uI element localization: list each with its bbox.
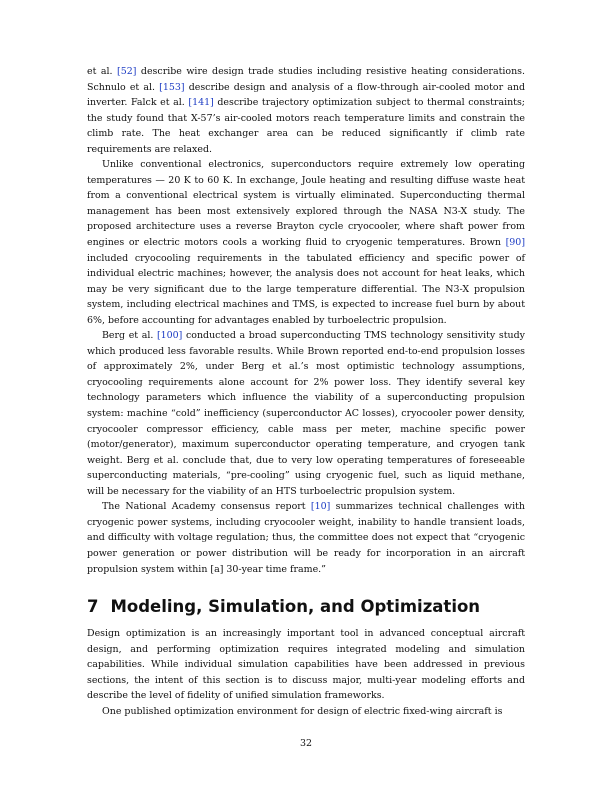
paragraph-text: conducted a broad superconducting TMS technology sensitivity study which produced less favorable results. While Brown reported end-to-end propulsion losses of approximately 2%, under Berg et al.’s most optimistic technology assumptions, cryocooling requirements alone account for 2% power loss. They identify several key technology parameters which influence the viability of a superconducting propulsion system: machine “cold” inefficiency (superconductor AC losses), cryocooler power density, cryocooler compressor efficiency, cable mass per meter, machine specific power (motor/generator), maximum superconductor operating temperature, and cryogen tank weight. Berg et al. conclude that, due to very low operating temperatures of foreseeable superconducting materials, “pre-cooling” using cryogenic fuel, such as liquid methane, will be necessary for the viability of an HTS turboelectric propulsion system.	[87, 330, 525, 497]
paragraph	[87, 499, 525, 577]
citation-link[interactable]: [100]	[156, 330, 183, 342]
body-text	[87, 64, 525, 577]
paragraph-text: describe design and analysis of a flow-through air-cooled motor and inverter. Falck et al.	[87, 81, 525, 109]
citation-link[interactable]: [90]	[505, 237, 525, 249]
paragraph	[87, 157, 525, 328]
paragraph	[87, 704, 525, 720]
paragraph-text: The National Academy consensus report	[102, 501, 311, 513]
section-heading	[87, 597, 525, 617]
paragraph-text: included cryocooling requirements in the tabulated efficiency and specific power of individual electric machines; however, the analysis does not account for heat leaks, which may be very significant due to the large temperature differential. The N3-X propulsion system, including electrical machines and TMS, is expected to increase fuel burn by about 6%, before accounting for advantages enabled by turboelectric propulsion.	[87, 252, 525, 326]
paragraph-text: summarizes technical challenges with cryogenic power systems, including cryocooler weight, inability to handle transient loads, and difficulty with voltage regulation; thus, the committee does not expect that “cryogenic power generation or power distribution will be ready for incorporation in an aircraft propulsion system within [a] 30-year time frame.”	[87, 501, 525, 575]
paragraph-text: et al.	[87, 66, 118, 77]
citation-link[interactable]: [10]	[310, 501, 331, 513]
paragraph-text: Unlike conventional electronics, superconductors require extremely low operating temperatures — 20 K to 60 K. In exchange, Joule heating and resulting diffuse waste heat from a conventional electrical system is virtually eliminated. Superconducting thermal management has been most extensively explored through the NASA N3-X study. The proposed architecture uses a reverse Brayton cycle cryocooler, where shaft power from engines or electric motors cools a working fluid to cryogenic temperatures. Brown	[87, 159, 525, 249]
citation-link[interactable]: [141]	[188, 97, 214, 109]
citation-link[interactable]: [52]	[117, 66, 137, 77]
paragraph	[87, 328, 525, 499]
paragraph-text: Berg et al.	[102, 330, 157, 342]
paragraph-text: describe wire design trade studies including resistive heating considerations. Schnulo et al.	[87, 66, 525, 93]
page-number: 32	[299, 738, 312, 749]
page-body	[87, 64, 525, 719]
section-title: Modeling, Simulation, and Optimization	[110, 597, 481, 617]
section-body-text	[87, 626, 525, 719]
citation-link[interactable]: [153]	[159, 81, 185, 93]
paragraph-text: One published optimization environment for design of electric fixed-wing aircraft is	[102, 705, 503, 717]
paragraph-text: Design optimization is an increasingly important tool in advanced conceptual aircraft design, and performing optimization requires integrated modeling and simulation capabilities. While individual simulation capabilities have been addressed in previous sections, the intent of this section is to discuss major, multi-year modeling efforts and describe the level of fidelity of unified simulation frameworks.	[87, 628, 525, 702]
paragraph	[87, 626, 525, 704]
section-number: 7	[87, 597, 99, 617]
paragraph-text: describe trajectory optimization subject to thermal constraints; the study found that X-57’s air-cooled motors reach temperature limits and constrain the climb rate. The heat exchanger area can be reduced significantly if climb rate requirements are relaxed.	[87, 97, 525, 155]
paragraph	[87, 64, 525, 157]
